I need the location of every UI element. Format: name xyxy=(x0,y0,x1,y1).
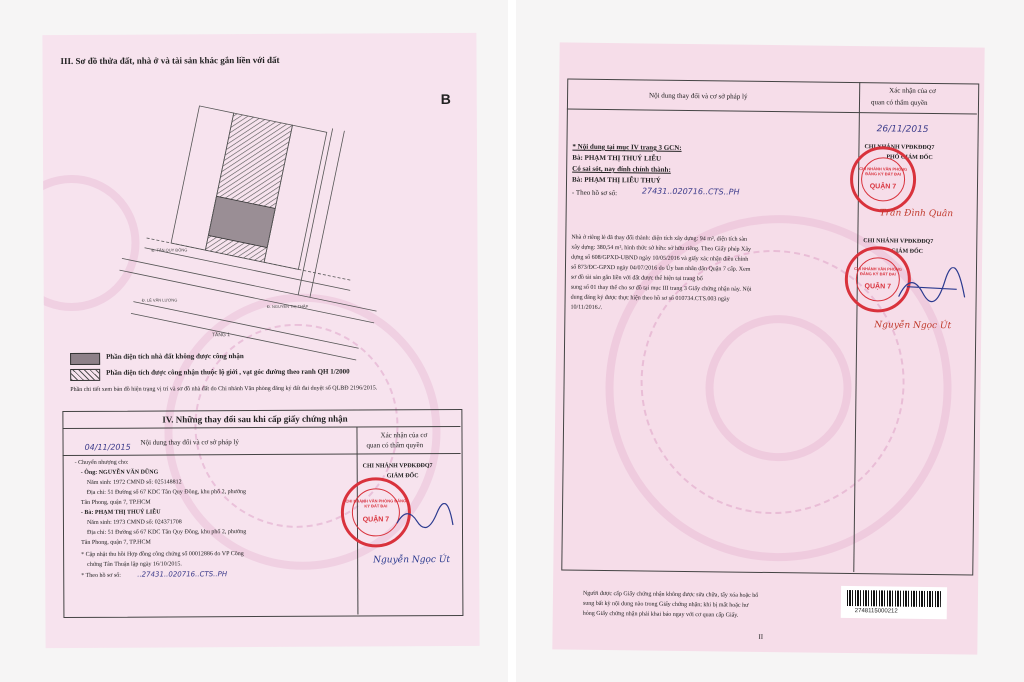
footer-warning-line: Người được cấp Giấy chứng nhận không được sửa chữa, tẩy xóa hoặc bổ xyxy=(582,590,759,599)
land-plot-diagram xyxy=(61,75,443,367)
seal-text: CHI NHÁNH VĂN PHÒNG ĐĂNG KÝ ĐẤT ĐAI xyxy=(859,166,908,177)
seal-district: QUẬN 7 xyxy=(362,516,390,524)
content-line: Bà: PHẠM THỊ LIỄU THUÝ xyxy=(572,175,661,185)
map-label-street: Đ. LÊ VĂN LƯƠNG xyxy=(141,297,178,303)
legend-label: Phần diện tích nhà đất không được công nhận xyxy=(106,352,244,361)
page-letter: B xyxy=(440,91,451,108)
content-line: * Cập nhật thu hồi Hợp đồng công chứng số 00012886 do VP Công xyxy=(81,551,244,558)
page-gap xyxy=(508,0,516,682)
content-line: chứng Tân Thuận lập ngày 16/10/2015. xyxy=(87,561,182,568)
content-line: Bà: PHẠM THỊ THUÝ LIỄU xyxy=(572,153,662,163)
content-line: Nhà ở riêng lẻ đã thay đổi thành: diện tích xây dựng: 94 m², diện tích sàn xyxy=(571,234,748,243)
footer-warning-line: hỏng Giấy chứng nhận phải khai báo ngay với cơ quan cấp Giấy. xyxy=(582,610,739,619)
stamp-title: GIÁM ĐỐC xyxy=(386,473,419,480)
content-line: Tân Phong, quận 7, TP.HCM xyxy=(81,539,151,546)
seal-district: QUẬN 7 xyxy=(864,283,892,291)
legend-label: Phần diện tích được công nhận thuộc lộ giới , vạt góc đường theo ranh QH 1/2000 xyxy=(106,367,350,377)
right-certificate-page xyxy=(552,42,984,654)
left-certificate-page xyxy=(42,33,479,648)
content-line: xây dựng: 380,54 m², hình thức sở hữu: sở hữu riêng. Theo Giấy phép Xây xyxy=(571,244,752,253)
map-note: Phần chi tiết xem bản đồ hiện trạng vị trí và sơ đồ nhà đất do Chi nhánh Văn phòng đăng ký đất đai duyệt số QLBĐ 2196/2015. xyxy=(70,385,378,393)
content-line: - Chuyển nhượng cho: xyxy=(74,459,129,466)
seal-text: CHI NHÁNH VĂN PHÒNG ĐĂNG KÝ ĐẤT ĐAI xyxy=(854,266,902,277)
content-line: Tân Phong, quận 7, TP.HCM xyxy=(80,499,151,506)
content-line: dung đăng ký được thực hiện theo hồ sơ số 010734.CTS.003 ngày xyxy=(570,294,730,303)
column-header-confirm: quan có thẩm quyền xyxy=(366,441,424,450)
content-line: sung số 01 thay thế cho sơ đồ tại mục III trang 3 Giấy chứng nhận này. Nội xyxy=(570,284,752,293)
column-header-confirm: quan có thẩm quyền xyxy=(870,98,928,107)
map-label-street: Đ. TÂN QUY ĐÔNG xyxy=(151,247,188,253)
serial-number: 274811500021​2 xyxy=(854,608,898,615)
content-line: 10/11/2016./. xyxy=(570,304,603,311)
content-line: - Theo hồ sơ số: xyxy=(571,188,618,198)
content-line: Năm sinh: 1972 CMND số: 025148812 xyxy=(86,479,182,486)
signature-scribble xyxy=(395,503,455,533)
stamp-title: GIÁM ĐỐC xyxy=(891,248,924,255)
page-mark: II xyxy=(758,632,764,641)
column-header-confirm: Xác nhận của cơ xyxy=(889,86,936,96)
handwritten-file-number: ..27431..020716..CTS..PH xyxy=(137,570,228,579)
content-line: số 873/ĐC-GPXD ngày 04/07/2016 do Ủy ban nhân dân Quận 7 cấp. Xem xyxy=(570,264,751,273)
legend-swatch-dark xyxy=(70,353,100,365)
content-line: Địa chỉ: 51 Đường số 67 KDC Tân Quy Đông, khu phố 2, phường xyxy=(86,489,247,496)
legend-swatch-hatch xyxy=(70,369,100,381)
signature-scribble xyxy=(897,267,967,308)
stamp-agency: CHI NHÁNH VPĐKĐĐQ7 xyxy=(362,463,433,470)
column-header-confirm: Xác nhận của cơ xyxy=(380,431,428,440)
seal-district: QUẬN 7 xyxy=(869,183,897,191)
handwritten-file-number: 27431..020716..CTS..PH xyxy=(641,186,740,197)
content-line: dựng số 608/GPXD-UBND ngày 10/05/2016 và giấy xác nhận điều chỉnh xyxy=(571,254,749,263)
stamp-agency: CHI NHÁNH VPĐKĐĐQ7 xyxy=(864,144,935,152)
column-header-content: Nội dung thay đổi và cơ sở pháp lý xyxy=(649,91,748,101)
content-line: - Ông: NGUYỄN VĂN DŨNG xyxy=(80,469,159,476)
barcode-label xyxy=(841,586,947,619)
content-line: Năm sinh: 1973 CMND số: 024371708 xyxy=(86,519,182,526)
map-label-street: Đ. NGUYỄN THỊ THẬP xyxy=(266,303,309,309)
stamp-title: PHÓ GIÁM ĐỐC xyxy=(886,154,933,161)
column-header-content: Nội dung thay đổi và cơ sở pháp lý xyxy=(140,438,239,447)
handwritten-date: 26/11/2015 xyxy=(876,124,929,135)
content-line: sơ đồ tài sản gắn liền với đất được thể hiện tại trang bổ xyxy=(570,274,703,283)
signer-name: Trần Đình Quân xyxy=(879,208,954,220)
barcode xyxy=(847,590,941,607)
content-line: * Theo hồ sơ số: xyxy=(81,572,121,579)
content-line: Có sai sót, nay đính chính thành: xyxy=(572,164,671,174)
content-line: * Nội dung tại mục IV trang 3 GCN: xyxy=(572,142,682,152)
content-line: - Bà: PHẠM THỊ THUÝ LIỄU xyxy=(80,509,161,516)
section-iv-title: IV. Những thay đổi sau khi cấp giấy chứng nhận xyxy=(162,413,348,425)
handwritten-date: 04/11/2015 xyxy=(84,442,131,452)
footer-warning-line: sung bất kỳ nội dung nào trong Giấy chứng nhận; khi bị mất hoặc hư xyxy=(582,600,749,609)
signer-name: Nguyễn Ngọc Út xyxy=(373,555,451,566)
seal-text: CHI NHÁNH VĂN PHÒNG ĐĂNG KÝ ĐẤT ĐAI xyxy=(345,498,407,509)
stamp-agency: CHI NHÁNH VPĐKĐĐQ7 xyxy=(863,238,934,246)
signer-name: Nguyễn Ngọc Út xyxy=(874,320,952,332)
content-line: Địa chỉ: 51 Đường số 67 KDC Tân Quy Đông, khu phố 2, phường xyxy=(86,529,247,536)
map-label-floor: TẦNG 1 xyxy=(211,332,231,339)
section-iii-title: III. Sơ đồ thửa đất, nhà ở và tài sản khác gắn liền với đất xyxy=(60,54,280,67)
